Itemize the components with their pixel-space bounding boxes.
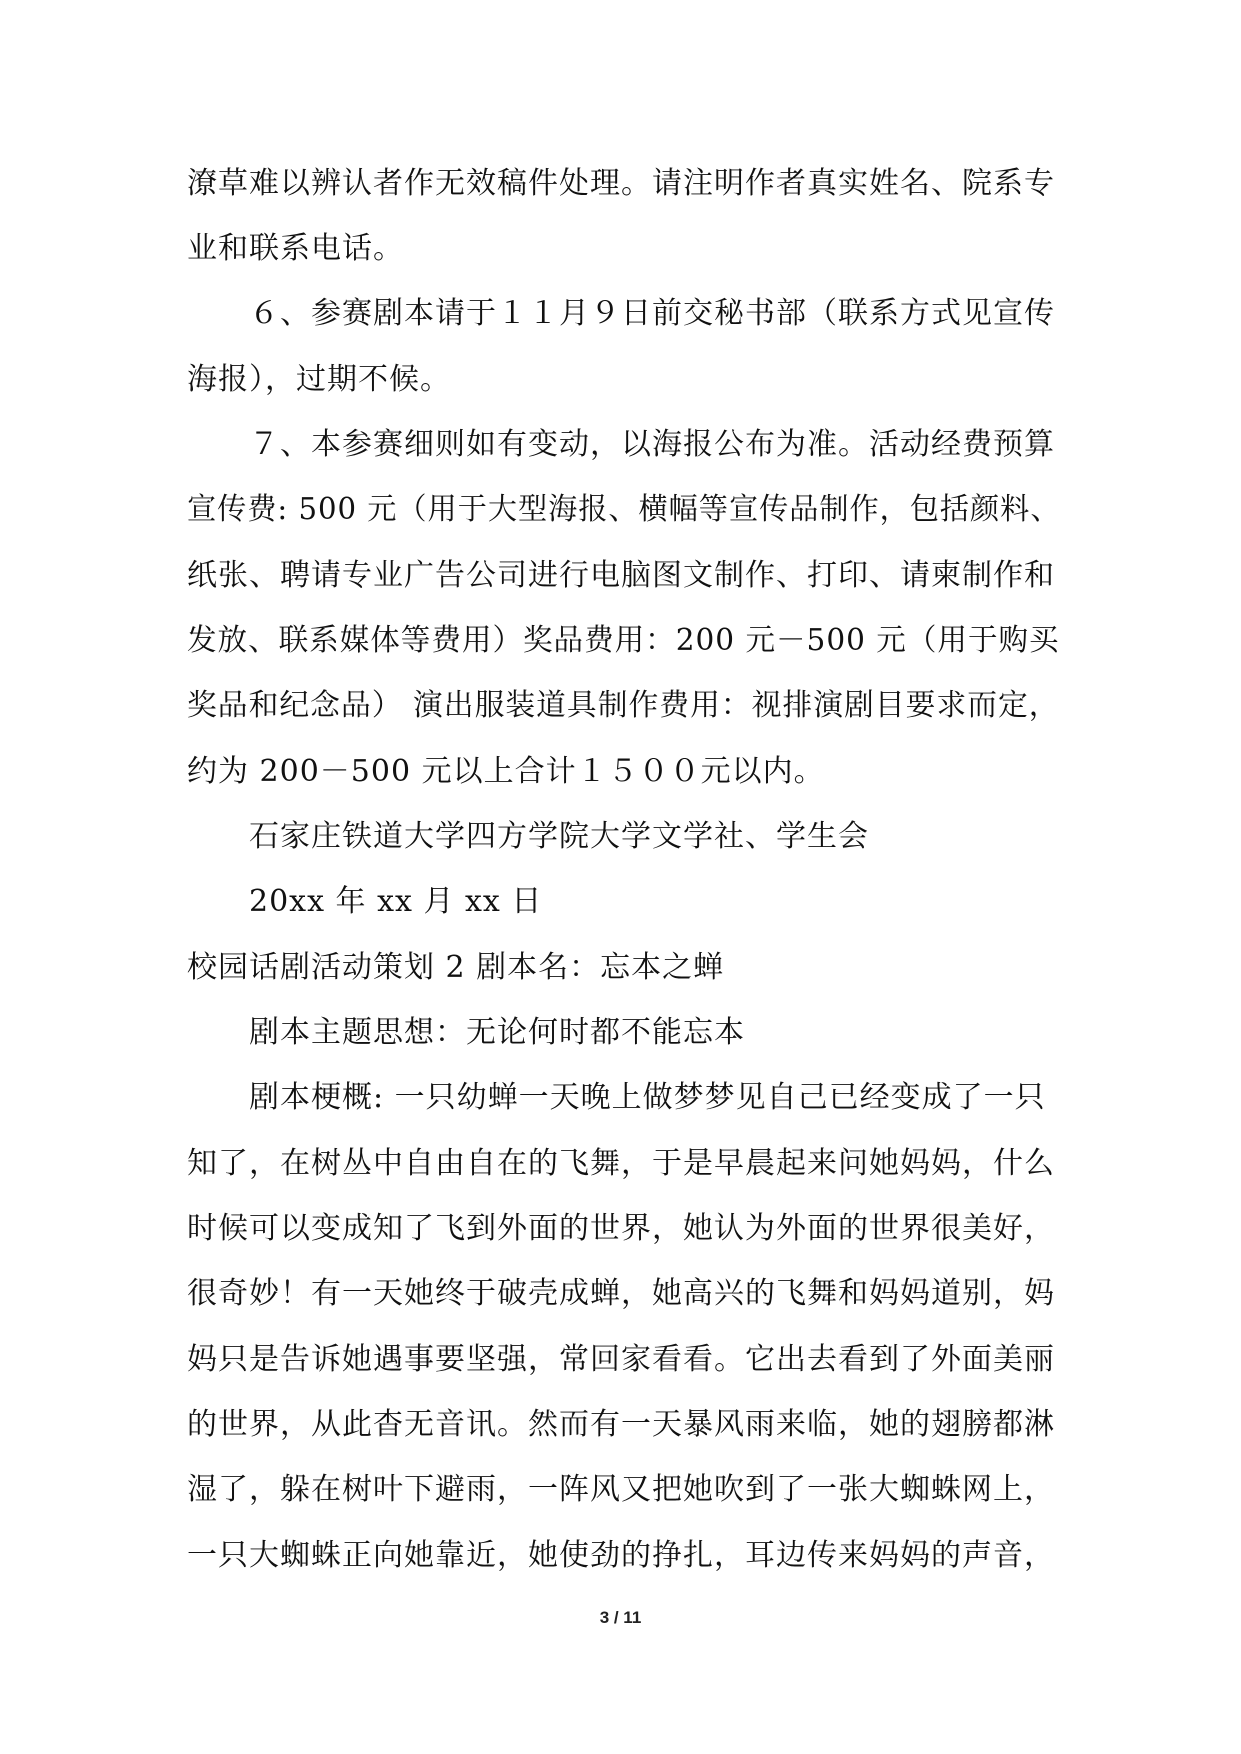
text-line: 宣传费: 500 元（用于大型海报、横幅等宣传品制作，包括颜料、 (187, 492, 1061, 527)
text-line: 很奇妙！有一天她终于破壳成蝉，她高兴的飞舞和妈妈道别，妈 (187, 1276, 1055, 1311)
page-number: 3 / 11 (599, 1608, 642, 1627)
signature-organization: 石家庄铁道大学四方学院大学文学社、学生会 (249, 819, 869, 854)
text-line: 时候可以变成知了飞到外面的世界，她认为外面的世界很美好， (187, 1211, 1055, 1246)
text-line: 妈只是告诉她遇事要坚强，常回家看看。它出去看到了外面美丽 (187, 1342, 1055, 1377)
text-line: 海报），过期不候。 (187, 362, 451, 397)
text-line: 湿了，躲在树叶下避雨，一阵风又把她吹到了一张大蜘蛛网上， (187, 1472, 1055, 1507)
text-line: 奖品和纪念品） 演出服装道具制作费用：视排演剧目要求而定， (187, 688, 1060, 723)
text-line: 约为 200－500 元以上合计１５００元以内。 (187, 754, 825, 789)
text-line: 发放、联系媒体等费用）奖品费用：200 元－500 元（用于购买 (187, 623, 1060, 658)
text-line: 的世界，从此杳无音讯。然而有一天暴风雨来临，她的翅膀都淋 (187, 1407, 1055, 1442)
text-line: ７、本参赛细则如有变动，以海报公布为准。活动经费预算 (249, 427, 1055, 462)
text-line: 知了，在树丛中自由自在的飞舞，于是早晨起来问她妈妈，什么 (187, 1146, 1055, 1181)
text-line: 潦草难以辨认者作无效稿件处理。请注明作者真实姓名、院系专 (187, 166, 1055, 201)
text-line: 纸张、聘请专业广告公司进行电脑图文制作、打印、请柬制作和 (187, 558, 1055, 593)
signature-date: 20xx 年 xx 月 xx 日 (249, 884, 543, 919)
text-line: 剧本梗概: 一只幼蝉一天晚上做梦梦见自己已经变成了一只 (249, 1080, 1046, 1115)
text-line: 一只大蜘蛛正向她靠近，她使劲的挣扎，耳边传来妈妈的声音， (187, 1538, 1055, 1573)
text-line: ６、参赛剧本请于１１月９日前交秘书部（联系方式见宣传 (249, 296, 1055, 331)
text-line: 业和联系电话。 (187, 231, 404, 266)
text-line: 剧本主题思想：无论何时都不能忘本 (249, 1015, 745, 1050)
section-heading: 校园话剧活动策划 2 剧本名：忘本之蝉 (187, 950, 725, 985)
